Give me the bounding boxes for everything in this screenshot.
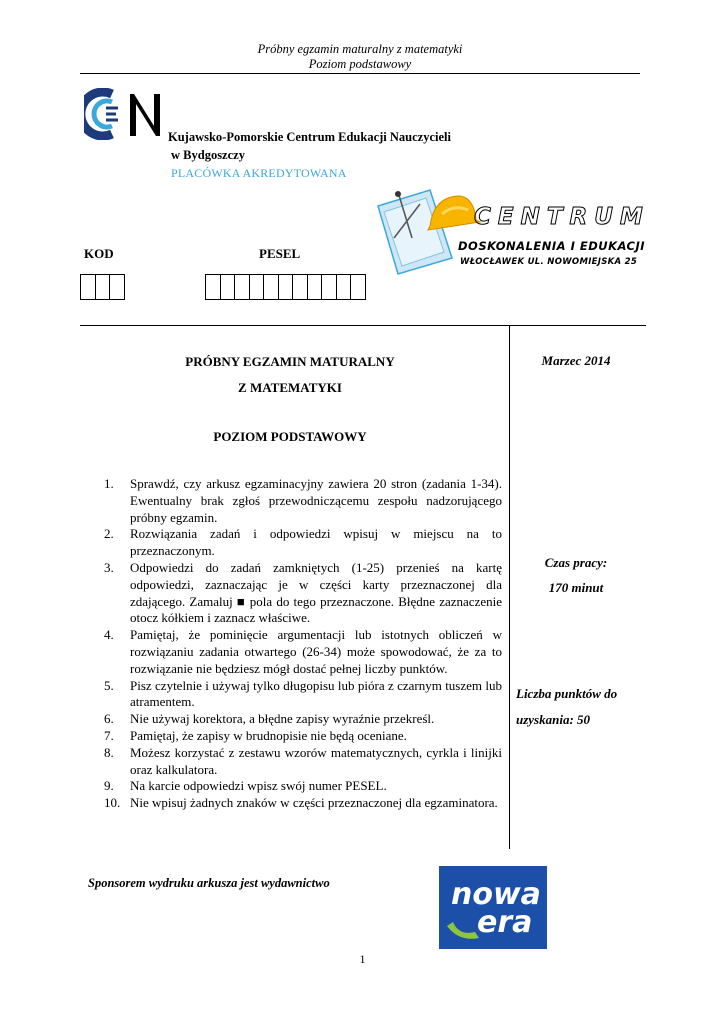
institution-city: w Bydgoszczy [171, 148, 245, 162]
instruction-text: Nie wpisuj żadnych znaków w części przeznaczonej dla egzaminatora. [130, 795, 498, 811]
instruction-item [104, 795, 502, 812]
instruction-number: 10. [104, 795, 121, 811]
instruction-number: 7. [104, 727, 114, 743]
instruction-number: 6. [104, 711, 114, 727]
pesel-box[interactable] [292, 274, 308, 300]
instruction-item [104, 728, 502, 745]
cen-logo-icon [84, 88, 164, 140]
exam-level: POZIOM PODSTAWOWY [213, 429, 367, 444]
exam-subject: Z MATEMATYKI [238, 380, 342, 395]
points-value: uzyskania: 50 [516, 712, 591, 727]
section-divider [80, 325, 646, 326]
pesel-input-boxes[interactable] [205, 274, 365, 300]
instruction-number: 9. [104, 778, 114, 794]
pesel-box[interactable] [263, 274, 279, 300]
instruction-text: Możesz korzystać z zestawu wzorów matematycznych, cyrkla i linijki oraz kalkulatora. [130, 744, 502, 777]
instruction-number: 3. [104, 559, 114, 575]
instruction-item [104, 560, 502, 627]
institution-block [168, 128, 451, 182]
instruction-text: Na karcie odpowiedzi wpisz swój numer PESEL. [130, 778, 387, 794]
centrum-logo [368, 186, 660, 278]
nowa-era-line-1: nowa [451, 877, 541, 912]
nowa-era-line-2: era [477, 905, 533, 940]
header-line-2: Poziom podstawowy [308, 57, 412, 71]
pesel-box[interactable] [350, 274, 366, 300]
instruction-text: Pisz czytelnie i używaj tylko długopisu lub pióra z czarnym tuszem lub atramentem. [130, 677, 502, 710]
instruction-text: Odpowiedzi do zadań zamkniętych (1-25) przenieś na kartę odpowiedzi, zaznaczając je w części karty przeznaczonej dla zdającego. Zamaluj ■ pola do tego przeznaczone. Błędne zaznaczenie otocz kółkiem i zaznacz właściwe. [130, 559, 502, 626]
instruction-number: 2. [104, 526, 114, 542]
cen-logo [84, 88, 164, 140]
instructions-list [104, 476, 502, 812]
page-number: 1 [359, 952, 366, 966]
pesel-box[interactable] [307, 274, 323, 300]
nowa-era-logo-icon [439, 866, 547, 949]
instruction-item [104, 627, 502, 677]
kod-box[interactable] [95, 274, 111, 300]
nowa-era-logo [439, 866, 547, 949]
sponsor-text: Sponsorem wydruku arkusza jest wydawnictwo [88, 876, 330, 890]
points-info [516, 681, 646, 733]
centrum-logo-line-2: DOSKONALENIA I EDUKACJI [458, 239, 646, 253]
kod-box[interactable] [80, 274, 96, 300]
exam-title: PRÓBNY EGZAMIN MATURALNY [185, 354, 395, 369]
instruction-item [104, 711, 502, 728]
pesel-box[interactable] [336, 274, 352, 300]
instruction-text: Sprawdź, czy arkusz egzaminacyjny zawiera 20 stron (zadania 1-34). Ewentualny brak zgłoś przewodniczącemu zespołu nadzorującego próbny egzamin. [130, 476, 502, 525]
page-header [80, 42, 640, 72]
instruction-number: 4. [104, 627, 114, 643]
kod-input-boxes[interactable] [80, 274, 124, 300]
instruction-item [104, 745, 502, 779]
pesel-box[interactable] [205, 274, 221, 300]
institution-name: Kujawsko-Pomorskie Centrum Edukacji Nauczycieli [168, 130, 451, 144]
pesel-box[interactable] [278, 274, 294, 300]
pesel-box[interactable] [220, 274, 236, 300]
instruction-item [104, 476, 502, 526]
time-label: Czas pracy: [544, 555, 608, 570]
centrum-logo-icon [368, 186, 660, 278]
instruction-text: Rozwiązania zadań i odpowiedzi wpisuj w miejscu na to przeznaczonym. [130, 526, 502, 559]
centrum-logo-title: CENTRUM [474, 204, 650, 230]
instruction-number: 1. [104, 476, 114, 491]
pesel-box[interactable] [234, 274, 250, 300]
instruction-item [104, 778, 502, 795]
pesel-box[interactable] [321, 274, 337, 300]
institution-accreditation: PLACÓWKA AKREDYTOWANA [171, 166, 347, 180]
header-line-1: Próbny egzamin maturalny z matematyki [257, 42, 463, 56]
kod-box[interactable] [109, 274, 125, 300]
instruction-text: Nie używaj korektora, a błędne zapisy wyraźnie przekreśl. [130, 711, 435, 727]
instruction-number: 5. [104, 677, 114, 693]
instruction-text: Pamiętaj, że zapisy w brudnopisie nie będą oceniane. [130, 727, 407, 743]
centrum-logo-line-3: WŁOCŁAWEK UL. NOWOMIEJSKA 25 [460, 257, 638, 267]
time-value: 170 minut [548, 580, 604, 595]
column-divider [509, 325, 510, 849]
instruction-item [104, 678, 502, 712]
exam-date: Marzec 2014 [541, 353, 611, 368]
kod-label: KOD [84, 246, 114, 261]
pesel-label: PESEL [259, 246, 301, 261]
header-divider [80, 73, 640, 74]
points-label: Liczba punktów do [516, 686, 618, 701]
instruction-number: 8. [104, 744, 114, 760]
instruction-text: Pamiętaj, że pominięcie argumentacji lub istotnych obliczeń w rozwiązaniu zadania otwartego (26-34) może spowodować, że za to rozwiązanie nie będziesz mógł dostać pełnej liczby punktów. [130, 627, 502, 676]
pesel-box[interactable] [249, 274, 265, 300]
instruction-item [104, 526, 502, 560]
